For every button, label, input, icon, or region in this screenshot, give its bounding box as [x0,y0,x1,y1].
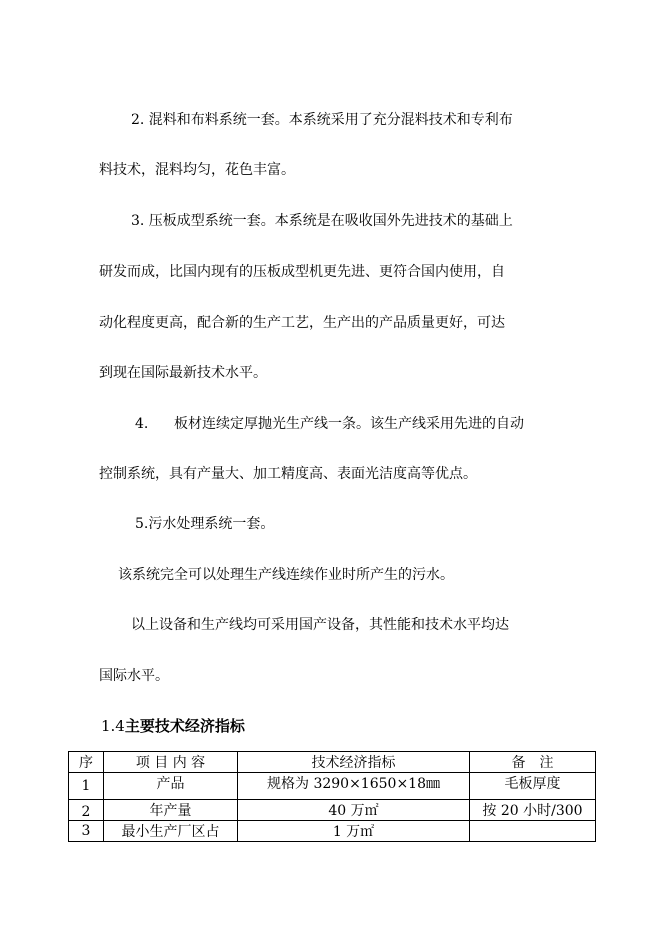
table-cell: 1 [69,773,104,800]
table-cell: 2 [69,800,104,821]
paragraph-3-line-1: 板材连续定厚抛光生产线一条。该生产线采用先进的自动 [174,416,524,432]
table-cell: 按 20 小时/300 [470,800,596,821]
section-number: 1.4 [101,717,125,735]
header-cell: 序 [69,752,104,773]
header-cell: 技术经济指标 [238,752,470,773]
table-cell: 40 万㎡ [238,800,470,821]
paragraph-3-number: 4. [135,416,149,432]
paragraph-6-line-1: 以上设备和生产线均可采用国产设备，其性能和技术水平均达 [131,617,509,633]
table-header-row [69,752,596,773]
header-cell: 备 注 [470,752,596,773]
paragraph-1-line-1: 2. 混料和布料系统一套。本系统采用了充分混料技术和专利布 [131,112,513,128]
table-cell: 规格为 3290×1650×18㎜ [238,773,470,800]
paragraph-2-line-4: 到现在国际最新技术水平。 [99,365,267,381]
section-heading [101,716,245,736]
table-row [69,821,596,842]
table-cell: 年产量 [104,800,238,821]
paragraph-2-line-2: 研发而成，比国内现有的压板成型机更先进、更符合国内使用，自 [99,264,505,280]
table-cell: 毛板厚度 [470,773,596,800]
paragraph-5-line-1: 该系统完全可以处理生产线连续作业时所产生的污水。 [118,567,454,583]
section-title: 主要技术经济指标 [124,717,245,735]
tech-economic-indicators-table [68,751,596,842]
paragraph-6-line-2: 国际水平。 [99,668,169,684]
table-cell: 1 万㎡ [238,821,470,842]
paragraph-1-line-2: 料技术，混料均匀，花色丰富。 [99,162,295,178]
table-cell: 3 [69,821,104,842]
table-cell [470,821,596,842]
table-row [69,800,596,821]
paragraph-2-line-1: 3. 压板成型系统一套。本系统是在吸收国外先进技术的基础上 [131,213,513,229]
paragraph-3-line-2: 控制系统，具有产量大、加工精度高、表面光洁度高等优点。 [99,466,477,482]
table-row [69,773,596,800]
table-cell: 产品 [104,773,238,800]
table-cell: 最小生产厂区占 [104,821,238,842]
paragraph-4-line-1: 5.污水处理系统一套。 [135,516,275,532]
header-cell: 项 目 内 容 [104,752,238,773]
paragraph-2-line-3: 动化程度更高，配合新的生产工艺，生产出的产品质量更好，可达 [99,315,505,331]
